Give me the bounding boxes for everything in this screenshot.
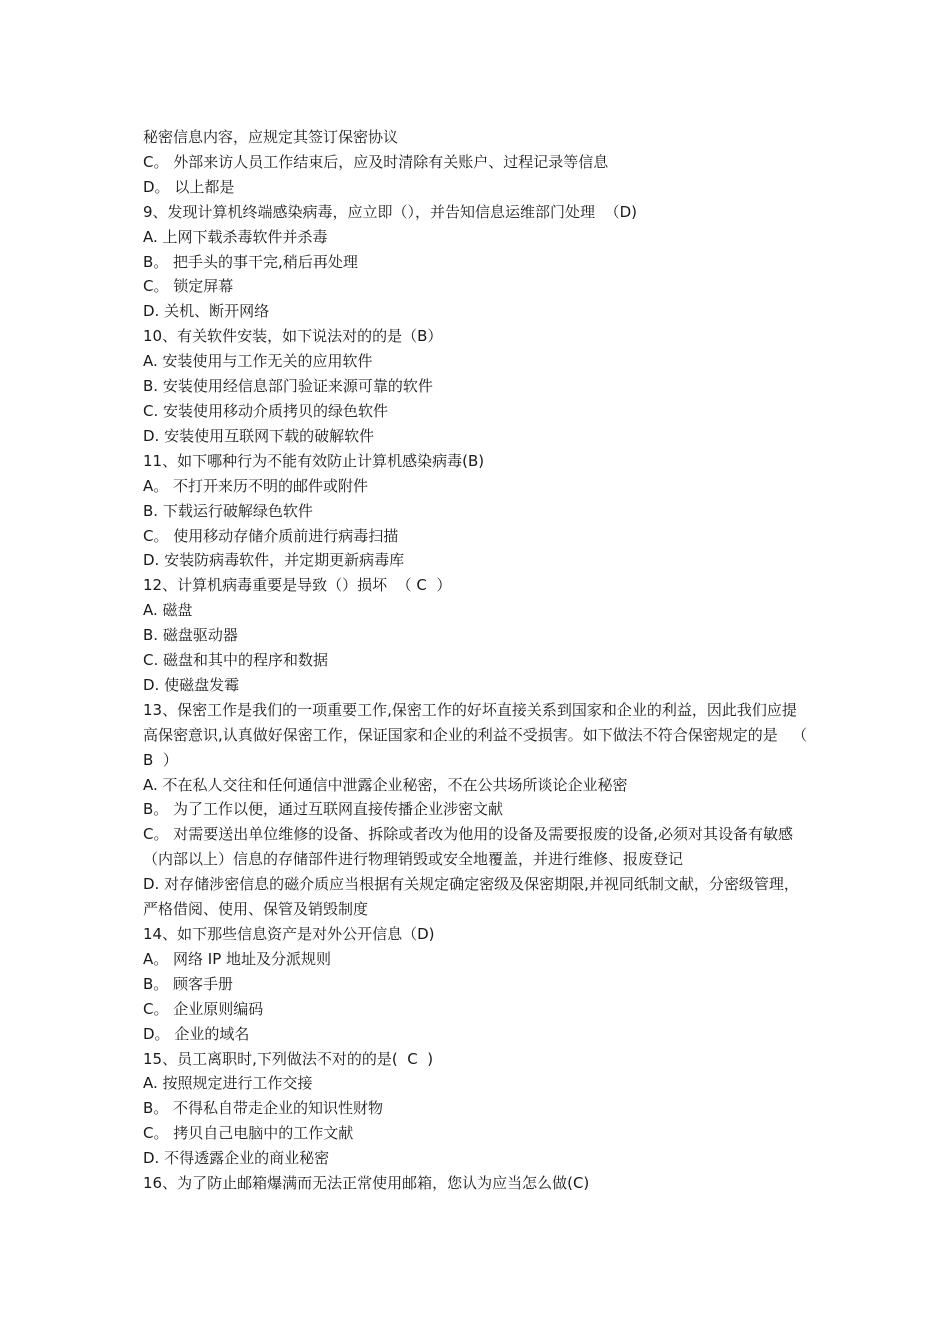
option-b: B。 顾客手册	[143, 974, 234, 993]
option-d: D. 不得透露企业的商业秘密	[143, 1149, 330, 1168]
option-a: A. 按照规定进行工作交接	[143, 1074, 313, 1093]
option-d: D. 安装防病毒软件，并定期更新病毒库	[143, 551, 405, 570]
option-d: D. 关机、断开网络	[143, 302, 270, 321]
option-a: A. 上网下载杀毒软件并杀毒	[143, 227, 328, 246]
option-d: D. 对存储涉密信息的磁介质应当根据有关规定确定密级及保密期限,并视同纸制文献，分密级管理，严格借阅、使用、保管及销毁制度	[143, 875, 799, 919]
option-a: A. 磁盘	[143, 601, 193, 620]
question-10: 10、有关软件安装，如下说法对的的是（B）	[143, 327, 443, 346]
option-d: D。 以上都是	[143, 177, 235, 196]
option-c: C。 企业原则编码	[143, 999, 264, 1018]
option-b: B。 为了工作以便，通过互联网直接传播企业涉密文献	[143, 800, 504, 819]
document-page	[143, 125, 812, 1196]
question-15: 15、员工离职时,下列做法不对的的是( C )	[143, 1049, 434, 1068]
option-d: D。 企业的域名	[143, 1024, 250, 1043]
option-b: B. 下载运行破解绿色软件	[143, 501, 313, 520]
option-d: D. 安装使用互联网下载的破解软件	[143, 426, 375, 445]
option-c: C. 磁盘和其中的程序和数据	[143, 651, 329, 670]
option-a: A。 网络 IP 地址及分派规则	[143, 949, 332, 968]
option-c: C。 拷贝自己电脑中的工作文献	[143, 1124, 354, 1143]
option-a: A。 不打开来历不明的邮件或附件	[143, 476, 369, 495]
option-b: B。 把手头的事干完,稍后再处理	[143, 252, 358, 271]
option-a: A. 不在私人交往和任何通信中泄露企业秘密，不在公共场所谈论企业秘密	[143, 775, 628, 794]
question-16: 16、为了防止邮箱爆满而无法正常使用邮箱，您认为应当怎么做(C)	[143, 1174, 590, 1193]
option-c: C. 安装使用移动介质拷贝的绿色软件	[143, 401, 389, 420]
option-a: A. 安装使用与工作无关的应用软件	[143, 352, 373, 371]
question-11: 11、如下哪种行为不能有效防止计算机感染病毒(B)	[143, 451, 485, 470]
option-d: D. 使磁盘发霉	[143, 675, 240, 694]
option-c: C。 外部来访人员工作结束后，应及时清除有关账户、过程记录等信息	[143, 152, 609, 171]
option-c: C。 对需要送出单位维修的设备、拆除或者改为他用的设备及需要报废的设备,必须对其设备有敏感（内部以上）信息的存储部件进行物理销毁或安全地覆盖，并进行维修、报废登记	[143, 825, 794, 869]
question-13: 13、保密工作是我们的一项重要工作,保密工作的好坏直接关系到国家和企业的利益，因此我们应提高保密意识,认真做好保密工作，保证国家和企业的利益不受损害。如下做法不符合保密规定的是 （ B ）	[143, 700, 812, 769]
question-14: 14、如下那些信息资产是对外公开信息（D)	[143, 925, 435, 943]
question-12: 12、计算机病毒重要是导致（）损坏 （ C ）	[143, 576, 452, 595]
question-9: 9、发现计算机终端感染病毒，应立即（），并告知信息运维部门处理 （D)	[143, 202, 637, 221]
option-c: C。 使用移动存储介质前进行病毒扫描	[143, 526, 399, 545]
option-b: B. 磁盘驱动器	[143, 626, 238, 645]
option-b: B。 不得私自带走企业的知识性财物	[143, 1099, 384, 1118]
option-c: C。 锁定屏幕	[143, 277, 234, 296]
text-line: 秘密信息内容，应规定其签订保密协议	[143, 128, 399, 146]
option-b: B. 安装使用经信息部门验证来源可靠的软件	[143, 377, 433, 396]
